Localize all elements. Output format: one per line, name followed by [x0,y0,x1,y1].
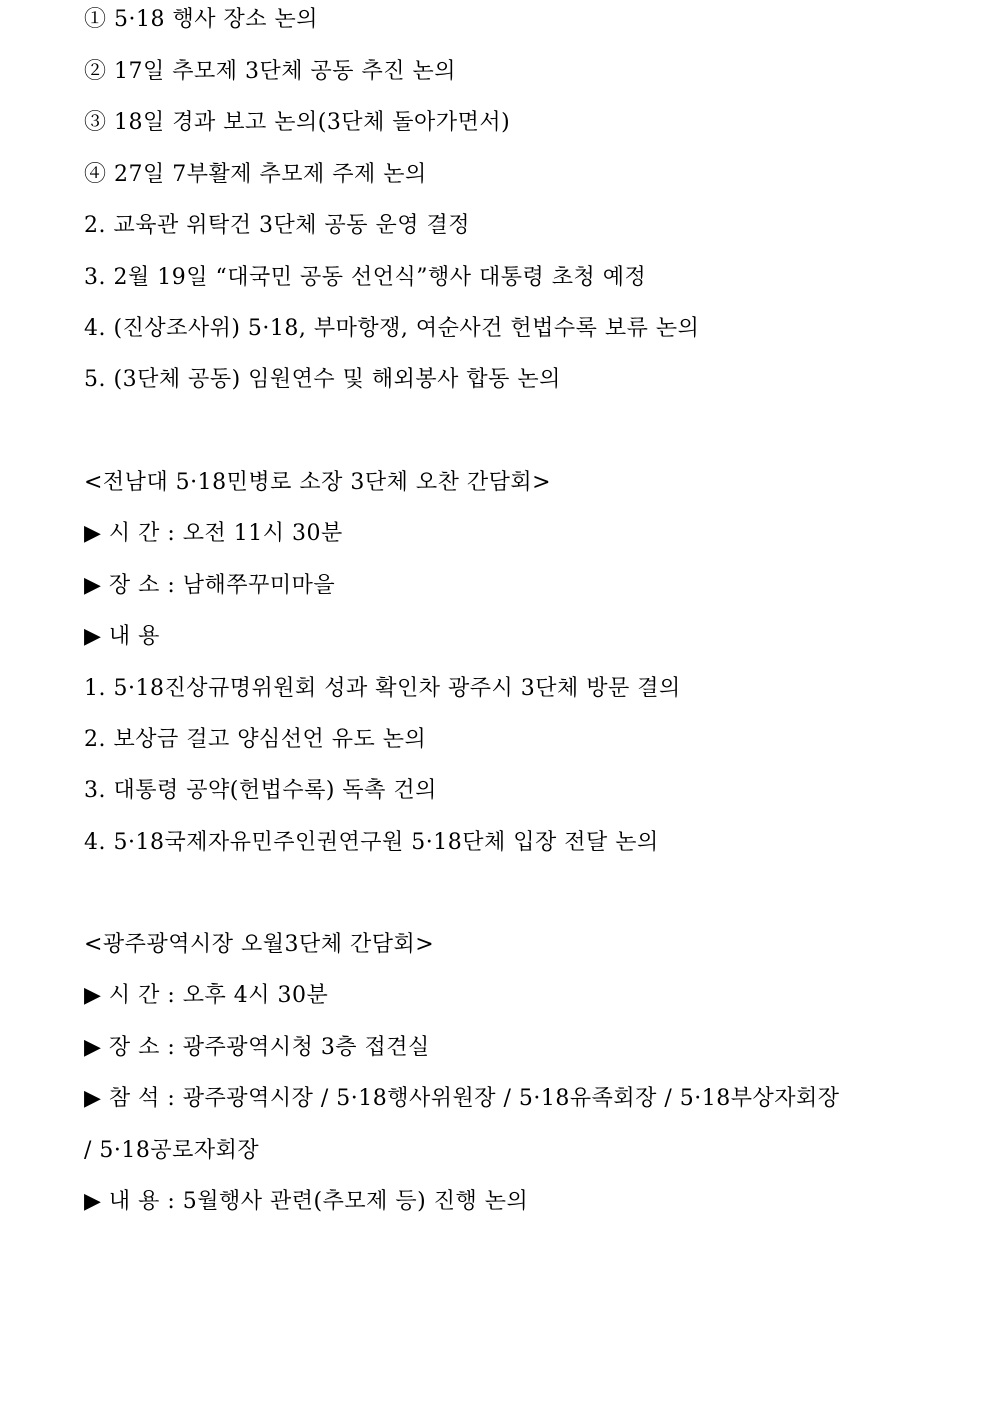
meeting1-item: 5. (3단체 공동) 임원연수 및 해외봉사 합동 논의 [84,367,561,392]
meeting2-title: <전남대 5·18민병로 소장 3단체 오찬 간담회> [84,470,552,495]
meeting1-item: 4. (진상조사위) 5·18, 부마항쟁, 여순사건 헌법수록 보류 논의 [84,316,700,341]
meeting2-item: 3. 대통령 공약(헌법수록) 독촉 건의 [84,778,437,803]
meeting2-content-label: ▶ 내 용 [84,624,160,649]
meeting1-sub-item: ① 5·18 행사 장소 논의 [84,7,318,32]
meeting2-time: ▶ 시 간 : 오전 11시 30분 [84,521,343,546]
meeting1-sub-item: ② 17일 추모제 3단체 공동 추진 논의 [84,59,456,84]
meeting3-title: <광주광역시장 오월3단체 간담회> [84,932,435,957]
meeting1-sub-item: ③ 18일 경과 보고 논의(3단체 돌아가면서) [84,110,511,135]
meeting2-item: 4. 5·18국제자유민주인권연구원 5·18단체 입장 전달 논의 [84,830,659,855]
meeting3-attendees-continued: / 5·18공로자회장 [84,1138,260,1163]
meeting1-item: 2. 교육관 위탁건 3단체 공동 운영 결정 [84,213,470,238]
meeting2-place: ▶ 장 소 : 남해쭈꾸미마을 [84,573,336,598]
meeting2-item: 2. 보상금 걸고 양심선언 유도 논의 [84,727,427,752]
meeting3-attendees: ▶ 참 석 : 광주광역시장 / 5·18행사위원장 / 5·18유족회장 / 5·18부상자회장 [84,1086,840,1111]
meeting3-place: ▶ 장 소 : 광주광역시청 3층 접견실 [84,1035,430,1060]
meeting2-item: 1. 5·18진상규명위원회 성과 확인차 광주시 3단체 방문 결의 [84,676,681,701]
meeting1-item: 3. 2월 19일 “대국민 공동 선언식”행사 대통령 초청 예정 [84,265,647,290]
meeting3-content: ▶ 내 용 : 5월행사 관련(추모제 등) 진행 논의 [84,1189,529,1214]
meeting3-time: ▶ 시 간 : 오후 4시 30분 [84,983,329,1008]
meeting1-sub-item: ④ 27일 7부활제 추모제 주제 논의 [84,162,427,187]
